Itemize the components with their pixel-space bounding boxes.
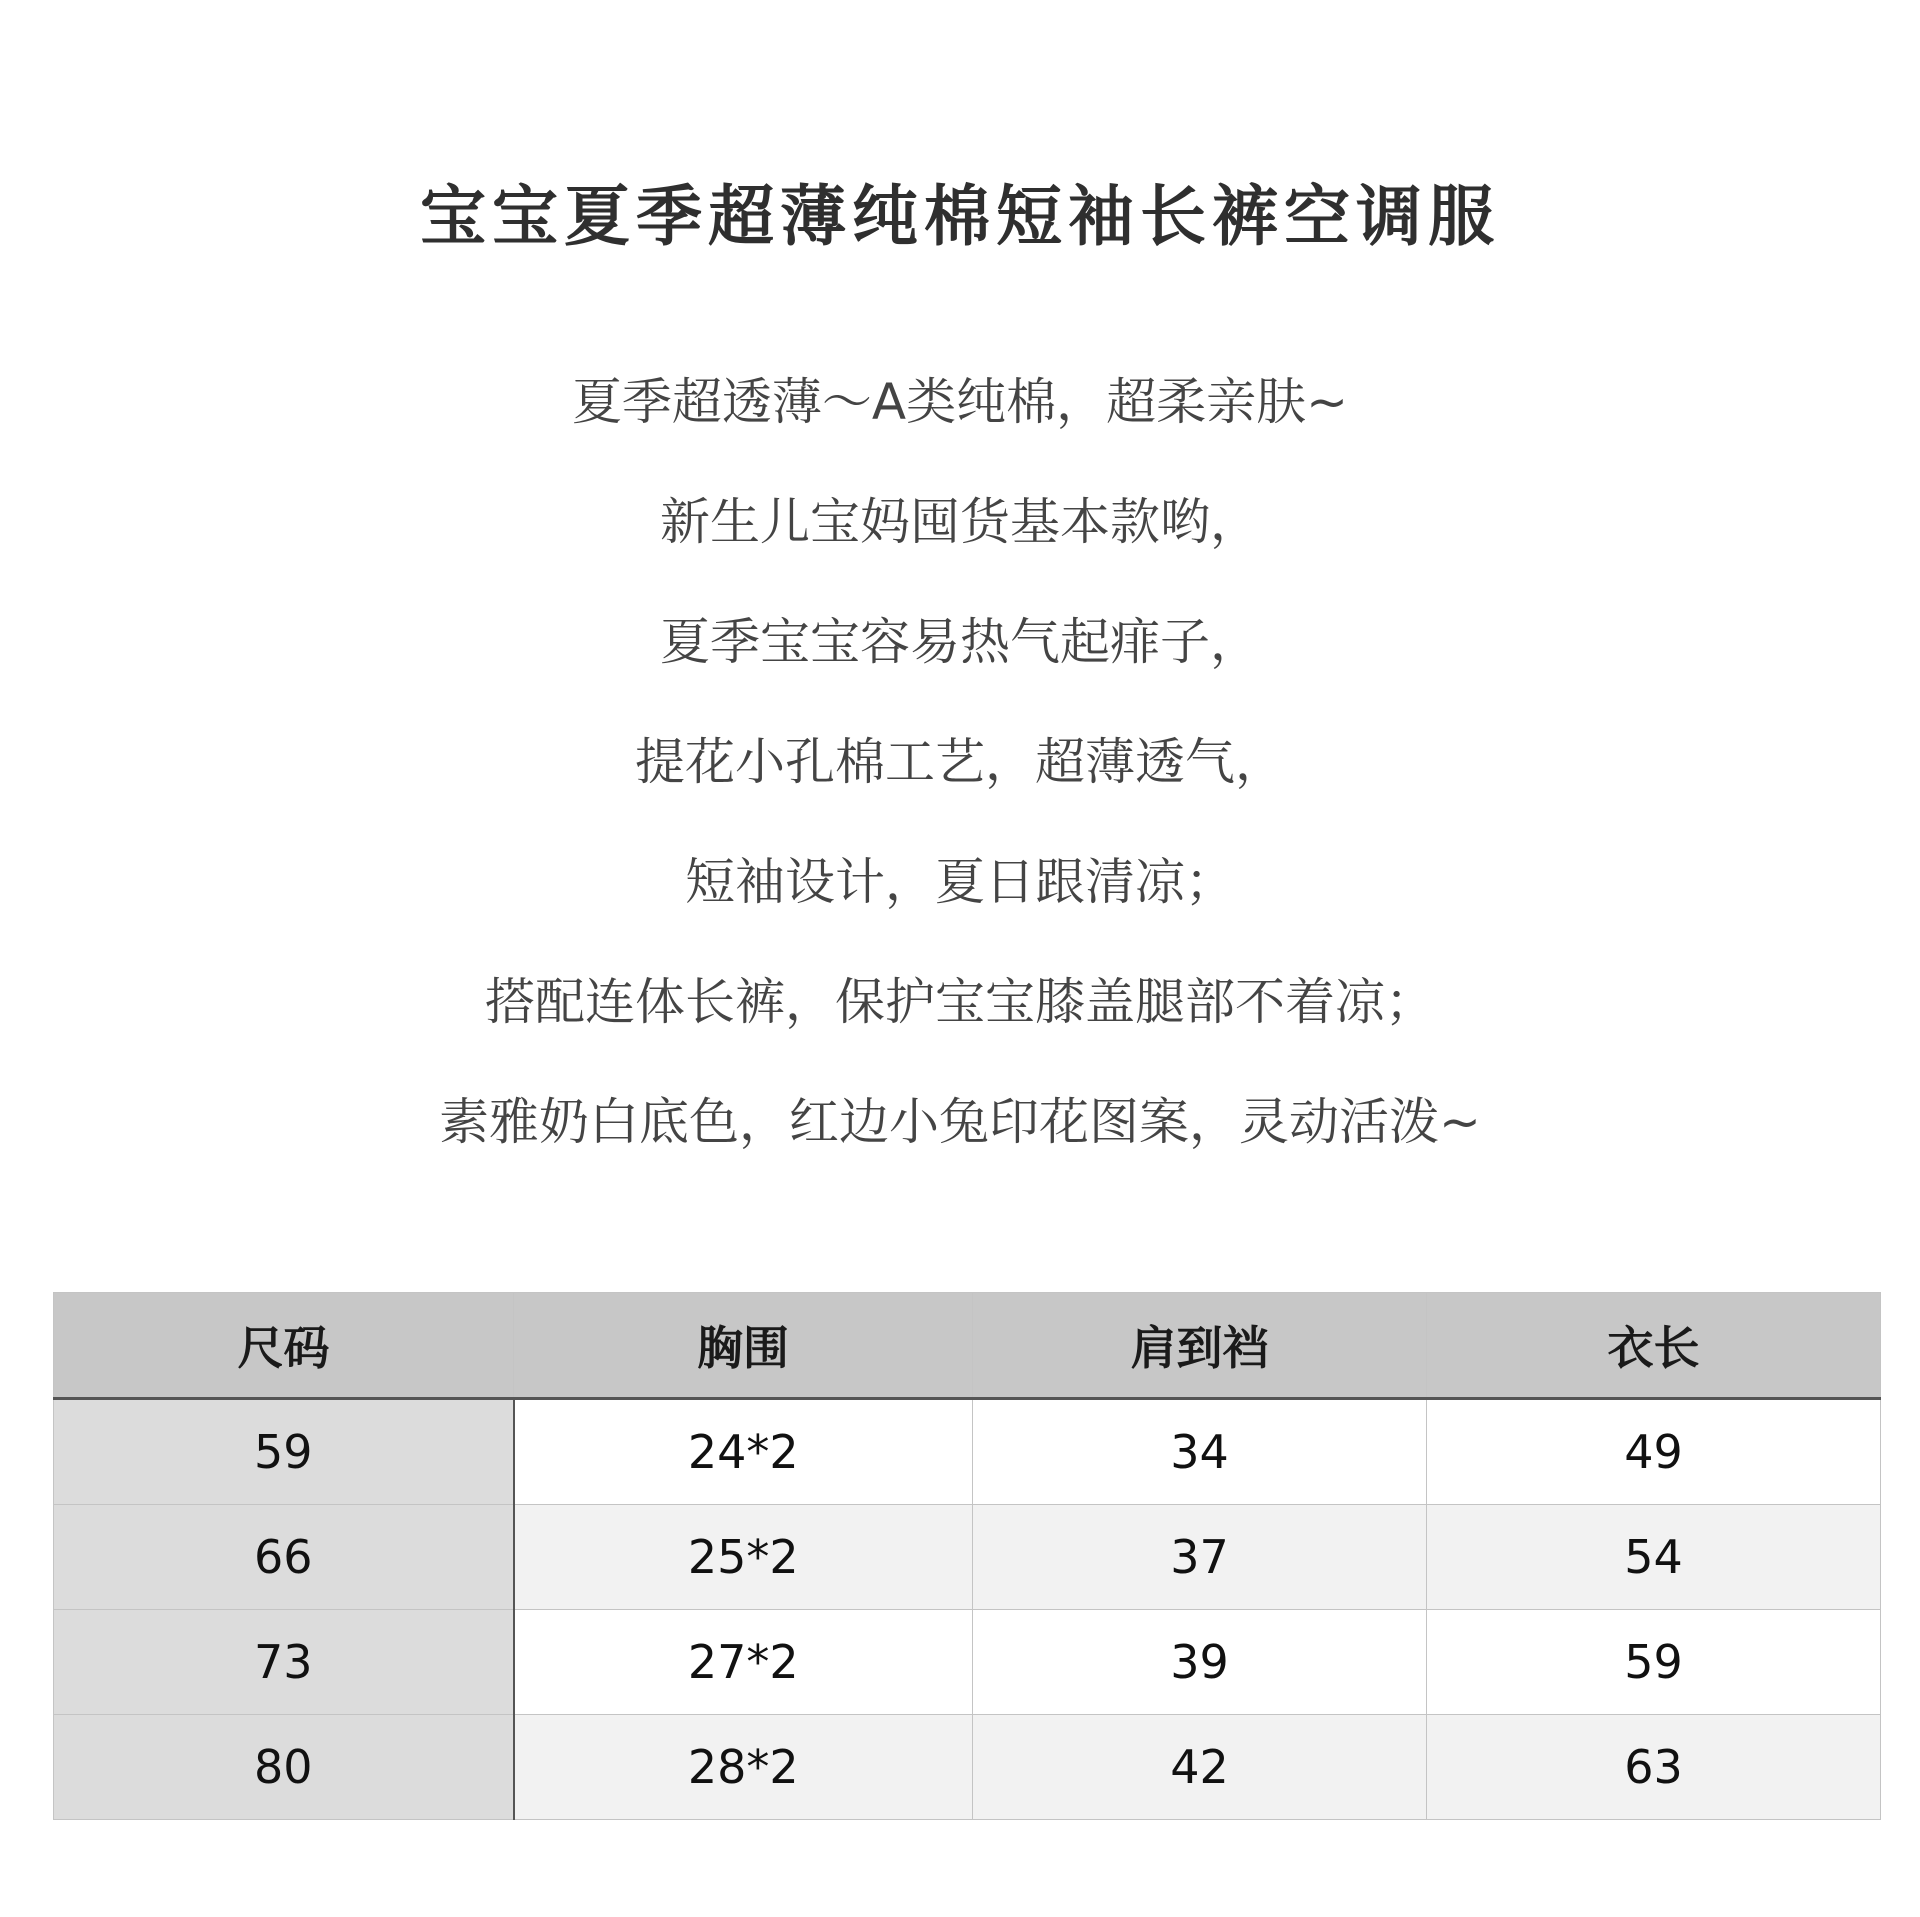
- size-cell: 59: [54, 1399, 514, 1505]
- description-list: [0, 372, 1920, 1212]
- length-cell: 59: [1427, 1610, 1881, 1715]
- description-line: 搭配连体长裤，保护宝宝膝盖腿部不着凉；: [485, 973, 1435, 1031]
- length-cell: 49: [1427, 1399, 1881, 1505]
- shoulder-to-crotch-cell: 39: [973, 1610, 1427, 1715]
- shoulder-to-crotch-cell: 37: [973, 1505, 1427, 1610]
- chest-cell: 27*2: [514, 1610, 973, 1715]
- header-chest: 胸围: [514, 1293, 973, 1399]
- description-line: 夏季超透薄～A类纯棉，超柔亲肤~: [571, 373, 1349, 431]
- description-line: 夏季宝宝容易热气起痱子，: [660, 613, 1260, 671]
- shoulder-to-crotch-cell: 34: [973, 1399, 1427, 1505]
- description-line: 短袖设计，夏日跟清凉；: [685, 853, 1235, 911]
- header-size: 尺码: [54, 1293, 514, 1399]
- size-cell: 66: [54, 1505, 514, 1610]
- table-row: [54, 1505, 1881, 1610]
- description-line: 素雅奶白底色，红边小兔印花图案，灵动活泼~: [439, 1093, 1481, 1151]
- page-title: 宝宝夏季超薄纯棉短袖长裤空调服: [420, 178, 1500, 256]
- description-line: 新生儿宝妈囤货基本款哟，: [660, 493, 1260, 551]
- header-length: 衣长: [1427, 1293, 1881, 1399]
- table-header-row: [54, 1293, 1881, 1399]
- chest-cell: 24*2: [514, 1399, 973, 1505]
- table-row: [54, 1399, 1881, 1505]
- table-row: [54, 1715, 1881, 1820]
- chest-cell: 28*2: [514, 1715, 973, 1820]
- size-chart-table: [53, 1292, 1881, 1820]
- header-shoulder-to-crotch: 肩到裆: [973, 1293, 1427, 1399]
- length-cell: 54: [1427, 1505, 1881, 1610]
- size-cell: 80: [54, 1715, 514, 1820]
- chest-cell: 25*2: [514, 1505, 973, 1610]
- length-cell: 63: [1427, 1715, 1881, 1820]
- table-row: [54, 1610, 1881, 1715]
- description-line: 提花小孔棉工艺，超薄透气，: [635, 733, 1285, 791]
- size-cell: 73: [54, 1610, 514, 1715]
- shoulder-to-crotch-cell: 42: [973, 1715, 1427, 1820]
